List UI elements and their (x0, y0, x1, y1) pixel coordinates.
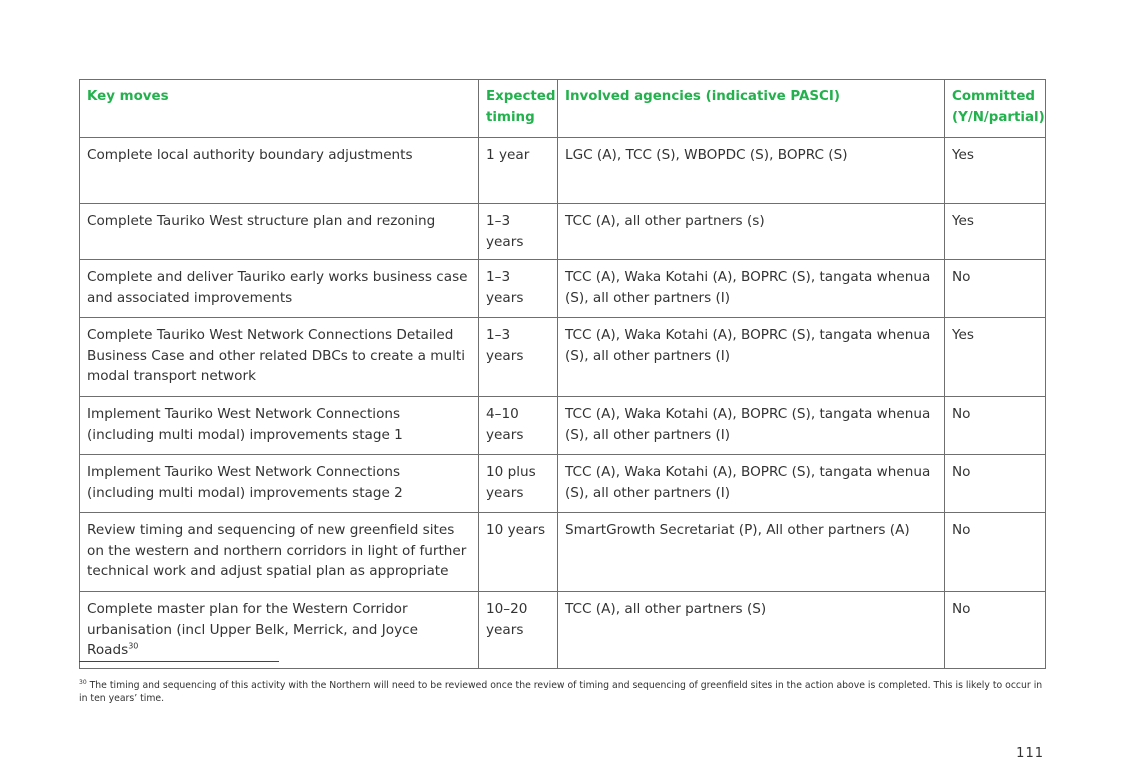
cell-key-move: Complete local authority boundary adjustments (80, 138, 479, 204)
cell-key-move: Review timing and sequencing of new greenfield sites on the western and northern corridors in light of further technical work and adjust spatial plan as appropriate (80, 513, 479, 592)
cell-committed: No (945, 260, 1046, 318)
cell-timing: 4–10 years (479, 397, 558, 455)
cell-key-move-text: Complete master plan for the Western Corridor urbanisation (incl Upper Belk, Merrick, and Joyce Roads (87, 601, 418, 658)
cell-key-move: Complete Tauriko West structure plan and rezoning (80, 204, 479, 260)
cell-timing: 10 plus years (479, 455, 558, 513)
cell-key-move (80, 592, 479, 669)
page-number: 111 (1016, 746, 1044, 761)
cell-agencies: TCC (A), Waka Kotahi (A), BOPRC (S), tangata whenua (S), all other partners (I) (558, 260, 945, 318)
table-row (80, 260, 1046, 318)
cell-committed: No (945, 455, 1046, 513)
header-key-moves: Key moves (80, 80, 479, 138)
cell-key-move: Implement Tauriko West Network Connections (including multi modal) improvements stage 2 (80, 455, 479, 513)
cell-committed: No (945, 592, 1046, 669)
cell-agencies: SmartGrowth Secretariat (P), All other partners (A) (558, 513, 945, 592)
footnote-text: The timing and sequencing of this activity with the Northern will need to be reviewed once the review of timing and sequencing of greenfield sites in the action above is completed. This is likely to occur in in ten years’ time. (79, 680, 1043, 704)
footnote-divider (79, 661, 279, 662)
cell-committed: Yes (945, 138, 1046, 204)
cell-agencies: LGC (A), TCC (S), WBOPDC (S), BOPRC (S) (558, 138, 945, 204)
table-row (80, 318, 1046, 397)
footnote-reference[interactable]: 30 (128, 641, 139, 651)
table-header-row (80, 80, 1046, 138)
footnote (79, 680, 1045, 705)
footnote-marker: 30 (79, 678, 87, 686)
cell-timing: 1 year (479, 138, 558, 204)
cell-timing: 1–3 years (479, 318, 558, 397)
cell-key-move: Complete Tauriko West Network Connections Detailed Business Case and other related DBCs to create a multi modal transport network (80, 318, 479, 397)
cell-committed: Yes (945, 318, 1046, 397)
table-row (80, 397, 1046, 455)
header-involved-agencies: Involved agencies (indicative PASCI) (558, 80, 945, 138)
cell-agencies: TCC (A), Waka Kotahi (A), BOPRC (S), tangata whenua (S), all other partners (I) (558, 397, 945, 455)
cell-timing: 1–3 years (479, 260, 558, 318)
header-committed: Committed (Y/N/partial) (945, 80, 1046, 138)
key-moves-table (79, 79, 1046, 669)
cell-committed: No (945, 513, 1046, 592)
cell-committed: No (945, 397, 1046, 455)
table-row (80, 455, 1046, 513)
cell-timing: 10–20 years (479, 592, 558, 669)
header-expected-timing: Expected timing (479, 80, 558, 138)
cell-agencies: TCC (A), Waka Kotahi (A), BOPRC (S), tangata whenua (S), all other partners (I) (558, 455, 945, 513)
cell-committed: Yes (945, 204, 1046, 260)
cell-timing: 10 years (479, 513, 558, 592)
cell-agencies: TCC (A), Waka Kotahi (A), BOPRC (S), tangata whenua (S), all other partners (I) (558, 318, 945, 397)
cell-key-move: Complete and deliver Tauriko early works business case and associated improvements (80, 260, 479, 318)
cell-agencies: TCC (A), all other partners (s) (558, 204, 945, 260)
table-row (80, 138, 1046, 204)
table-row (80, 204, 1046, 260)
table-row (80, 513, 1046, 592)
table-row (80, 592, 1046, 669)
cell-agencies: TCC (A), all other partners (S) (558, 592, 945, 669)
cell-timing: 1–3 years (479, 204, 558, 260)
cell-key-move: Implement Tauriko West Network Connections (including multi modal) improvements stage 1 (80, 397, 479, 455)
